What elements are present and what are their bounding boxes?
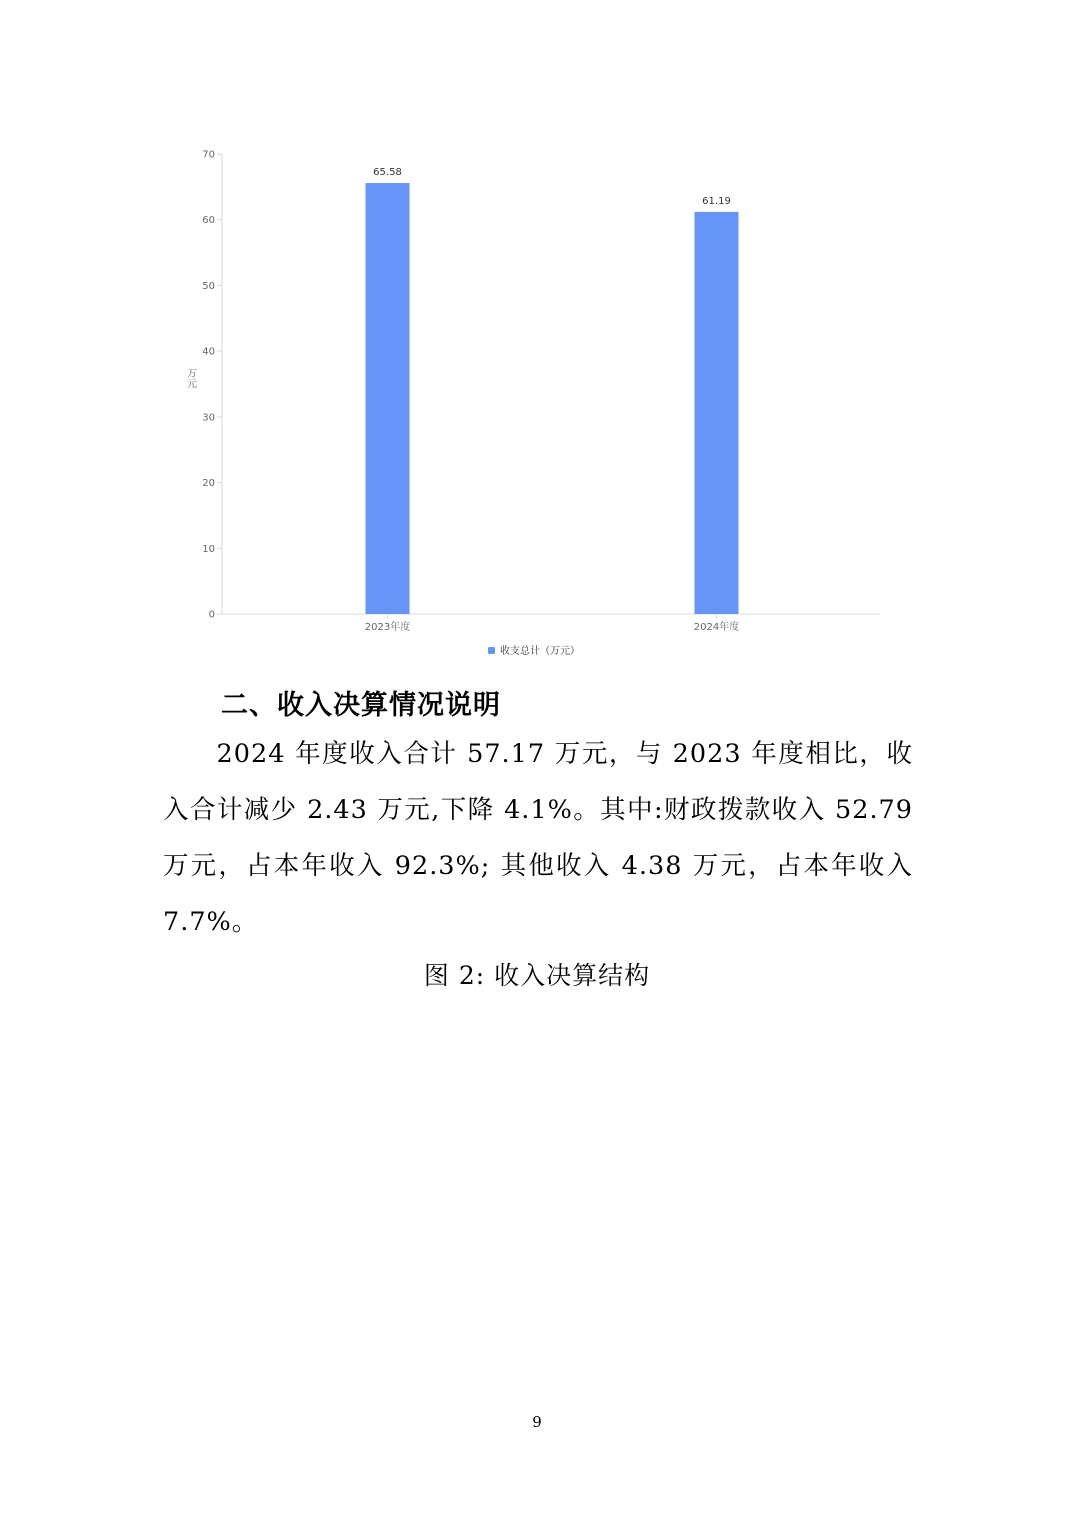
y-tick-label: 10	[202, 543, 215, 555]
y-tick-label: 0	[208, 609, 215, 621]
y-tick-label: 70	[202, 149, 215, 161]
y-tick-label: 30	[202, 412, 215, 424]
data-label: 65.58	[373, 167, 402, 179]
income-expense-bar-chart	[0, 0, 1074, 670]
legend	[488, 644, 580, 657]
income-description-paragraph: 2024 年度收入合计 57.17 万元，与 2023 年度相比，收入合计减少 2.43 万元,下降 4.1%。其中:财政拨款收入 52.79 万元，占本年收入 92.3%; 其他收入 4.38 万元，占本年收入 7.7%。	[163, 739, 913, 937]
x-axis	[222, 614, 880, 633]
page-number: 9	[532, 1413, 542, 1431]
data-label: 61.19	[702, 195, 731, 207]
bar-2023年度	[366, 183, 410, 614]
figure-caption: 图 2: 收入决算结构	[423, 961, 651, 990]
section-heading: 二、收入决算情况说明	[221, 690, 501, 721]
y-axis-label: 万元	[184, 368, 196, 388]
y-axis	[185, 150, 223, 621]
y-tick-label: 40	[202, 346, 215, 358]
y-tick-label: 50	[202, 280, 215, 292]
legend-label: 收支总计（万元）	[500, 646, 580, 657]
bars	[366, 167, 739, 614]
legend-swatch	[488, 647, 495, 654]
bar-2024年度	[695, 212, 739, 614]
y-tick-label: 20	[202, 478, 215, 490]
x-tick-label: 2024年度	[693, 622, 740, 633]
x-tick-label: 2023年度	[364, 622, 411, 633]
y-tick-label: 60	[202, 215, 215, 227]
